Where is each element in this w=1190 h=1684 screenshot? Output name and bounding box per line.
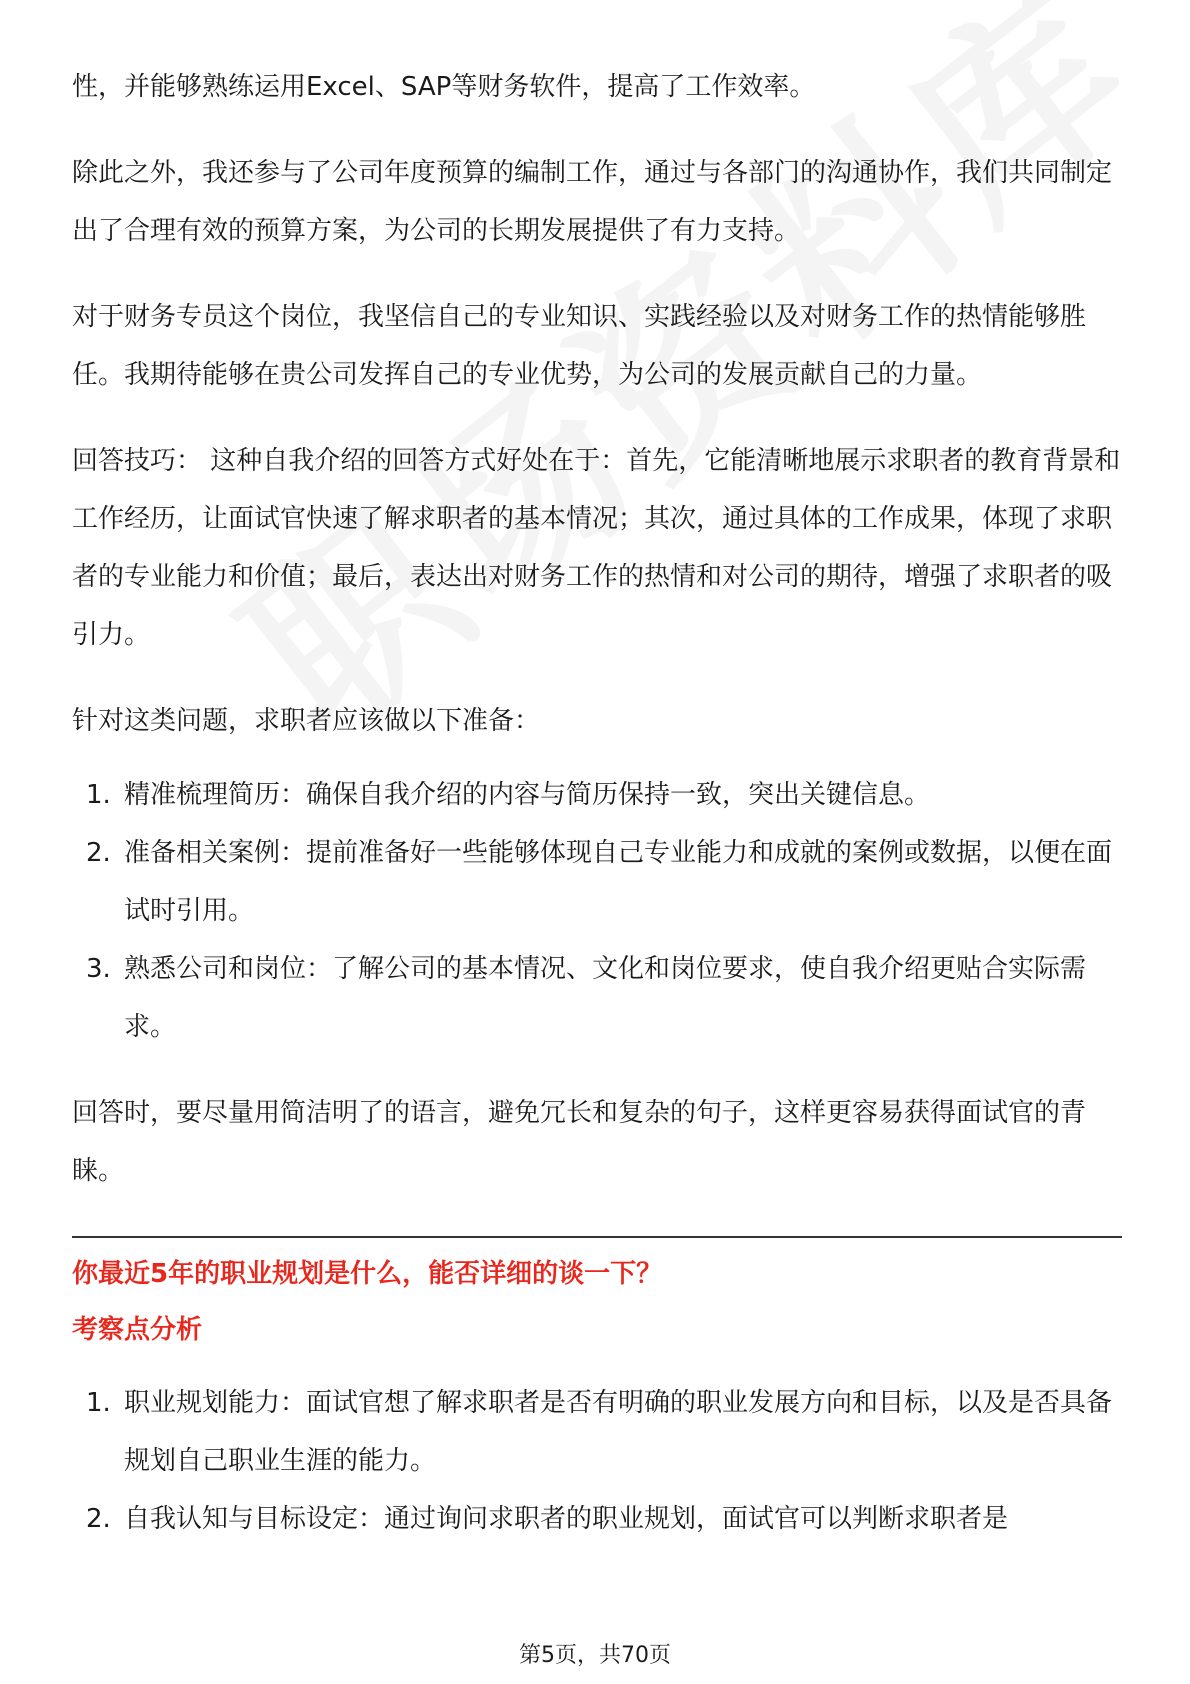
- analysis-heading: 考察点分析: [72, 1315, 203, 1345]
- paragraph-excel-sap: 性，并能够熟练运用Excel、SAP等财务软件，提高了工作效率。: [72, 72, 816, 102]
- paragraph-answer-advice: 回答时，要尽量用简洁明了的语言，避免冗长和复杂的句子，这样更容易获得面试官的青睐。: [72, 1098, 1087, 1186]
- paragraph-position: 对于财务专员这个岗位，我坚信自己的专业知识、实践经验以及对财务工作的热情能够胜任。我期待能够在贵公司发挥自己的专业优势，为公司的发展贡献自己的力量。: [72, 302, 1087, 390]
- list-item: [72, 1374, 1122, 1490]
- question-heading: 你最近5年的职业规划是什么，能否详细的谈一下？: [72, 1259, 663, 1289]
- page-number-footer: 第5页，共70页: [519, 1643, 671, 1668]
- preparation-list: [72, 766, 1122, 1056]
- analysis-list: [72, 1374, 1122, 1548]
- list-item-text: 职业规划能力：面试官想了解求职者是否有明确的职业发展方向和目标，以及是否具备规划自己职业生涯的能力。: [124, 1388, 1113, 1476]
- list-number: 2.: [86, 838, 111, 868]
- list-item-text: 熟悉公司和岗位：了解公司的基本情况、文化和岗位要求，使自我介绍更贴合实际需求。: [124, 954, 1087, 1042]
- list-item: [72, 1490, 1122, 1548]
- document-body: [72, 58, 1122, 1548]
- list-number: 1.: [86, 780, 111, 810]
- list-number: 2.: [86, 1504, 111, 1534]
- list-number: 1.: [86, 1388, 111, 1418]
- list-item: [72, 824, 1122, 940]
- paragraph-preparation-intro: 针对这类问题，求职者应该做以下准备：: [72, 706, 541, 736]
- section-divider: [72, 1236, 1122, 1238]
- list-item: [72, 766, 1122, 824]
- paragraph-answer-tips: 回答技巧： 这种自我介绍的回答方式好处在于：首先，它能清晰地展示求职者的教育背景和工作经历，让面试官快速了解求职者的基本情况；其次，通过具体的工作成果，体现了求职者的专业能力和价值；最后，表达出对财务工作的热情和对公司的期待，增强了求职者的吸引力。: [72, 446, 1121, 650]
- paragraph-budget: 除此之外，我还参与了公司年度预算的编制工作，通过与各部门的沟通协作，我们共同制定出了合理有效的预算方案，为公司的长期发展提供了有力支持。: [72, 158, 1113, 246]
- list-item: [72, 940, 1122, 1056]
- list-item-text: 自我认知与目标设定：通过询问求职者的职业规划，面试官可以判断求职者是: [124, 1504, 1009, 1534]
- list-item-text: 准备相关案例：提前准备好一些能够体现自己专业能力和成就的案例或数据，以便在面试时引用。: [124, 838, 1113, 926]
- list-number: 3.: [86, 954, 111, 984]
- list-item-text: 精准梳理简历：确保自我介绍的内容与简历保持一致，突出关键信息。: [124, 780, 931, 810]
